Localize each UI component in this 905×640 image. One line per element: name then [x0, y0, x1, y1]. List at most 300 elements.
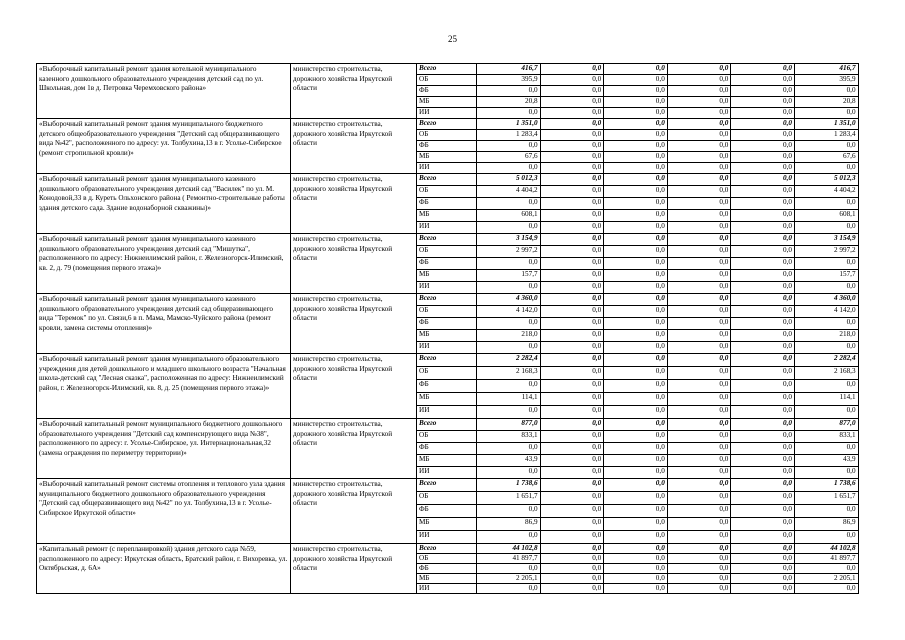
amount-cell: 0,0	[667, 492, 731, 505]
amount-cell: 0,0	[477, 406, 541, 419]
amount-cell: 0,0	[667, 393, 731, 406]
funding-source: Всего	[417, 479, 477, 492]
amount-cell: 0,0	[604, 455, 668, 467]
amount-cell: 0,0	[667, 518, 731, 531]
amount-cell: 0,0	[540, 342, 604, 354]
amount-cell: 1 738,6	[477, 479, 541, 492]
amount-cell: 0,0	[604, 554, 668, 564]
amount-cell: 2 282,4	[477, 354, 541, 367]
amount-cell: 0,0	[540, 163, 604, 174]
amount-cell: 1 351,0	[477, 119, 541, 130]
amount-cell: 0,0	[667, 306, 731, 318]
funding-source: Всего	[417, 119, 477, 130]
funding-source: ИИ	[417, 163, 477, 174]
amount-cell: 0,0	[604, 234, 668, 246]
budget-table-body	[37, 64, 859, 594]
amount-cell: 0,0	[794, 380, 858, 393]
amount-cell: 20,8	[794, 97, 858, 108]
project-description: «Выборочный капитальный ремонт здания котельной муниципального казенного дошкольного образовательного учреждения детский сад по ул. Школьная, дом 1в д. Петровка Черемховского района»	[37, 64, 291, 119]
amount-cell: 0,0	[540, 564, 604, 574]
amount-cell: 0,0	[731, 97, 795, 108]
funding-source: МБ	[417, 270, 477, 282]
project-description: «Выборочный капитальный ремонт здания муниципального казенного дошкольного образовательного учреждения детский сад "Мишутка", расположенного по адресу: Нижнеилимский район, г. Железногорск-Илимский, кв. 2, д. 79 (помещения первого этажа)»	[37, 234, 291, 294]
amount-cell: 4 404,2	[794, 186, 858, 198]
amount-cell: 0,0	[604, 97, 668, 108]
amount-cell: 0,0	[604, 186, 668, 198]
amount-cell: 0,0	[540, 234, 604, 246]
amount-cell: 0,0	[731, 564, 795, 574]
funding-source: ОБ	[417, 130, 477, 141]
amount-cell: 0,0	[731, 455, 795, 467]
amount-cell: 0,0	[540, 75, 604, 86]
amount-cell: 0,0	[604, 419, 668, 431]
amount-cell: 0,0	[540, 554, 604, 564]
amount-cell: 3 154,9	[794, 234, 858, 246]
amount-cell: 0,0	[731, 492, 795, 505]
amount-cell: 20,8	[477, 97, 541, 108]
amount-cell: 0,0	[540, 544, 604, 554]
amount-cell: 0,0	[604, 174, 668, 186]
amount-cell: 0,0	[731, 119, 795, 130]
amount-cell: 0,0	[667, 234, 731, 246]
amount-cell: 218,0	[794, 330, 858, 342]
amount-cell: 0,0	[604, 86, 668, 97]
amount-cell: 0,0	[540, 97, 604, 108]
funding-source: ФБ	[417, 141, 477, 152]
amount-cell: 833,1	[794, 431, 858, 443]
amount-cell: 0,0	[540, 222, 604, 234]
amount-cell: 0,0	[731, 174, 795, 186]
amount-cell: 0,0	[731, 431, 795, 443]
amount-cell: 1 283,4	[477, 130, 541, 141]
amount-cell: 157,7	[794, 270, 858, 282]
amount-cell: 0,0	[667, 141, 731, 152]
amount-cell: 0,0	[477, 531, 541, 544]
amount-cell: 0,0	[731, 531, 795, 544]
amount-cell: 0,0	[667, 294, 731, 306]
amount-cell: 67,6	[477, 152, 541, 163]
amount-cell: 5 012,3	[794, 174, 858, 186]
amount-cell: 0,0	[604, 152, 668, 163]
amount-cell: 0,0	[540, 467, 604, 479]
funding-source: ОБ	[417, 431, 477, 443]
amount-cell: 0,0	[667, 544, 731, 554]
amount-cell: 416,7	[477, 64, 541, 75]
amount-cell: 0,0	[477, 141, 541, 152]
amount-cell: 0,0	[540, 443, 604, 455]
funding-source: ФБ	[417, 443, 477, 455]
amount-cell: 0,0	[540, 367, 604, 380]
amount-cell: 0,0	[731, 330, 795, 342]
amount-cell: 0,0	[477, 564, 541, 574]
amount-cell: 0,0	[667, 318, 731, 330]
amount-cell: 0,0	[604, 564, 668, 574]
amount-cell: 0,0	[731, 354, 795, 367]
amount-cell: 0,0	[604, 544, 668, 554]
amount-cell: 0,0	[731, 198, 795, 210]
funding-source: ФБ	[417, 318, 477, 330]
amount-cell: 0,0	[731, 574, 795, 584]
responsible-executor: министерство строительства, дорожного хозяйства Иркутской области	[291, 354, 417, 419]
amount-cell: 0,0	[604, 492, 668, 505]
amount-cell: 0,0	[667, 119, 731, 130]
amount-cell: 0,0	[667, 505, 731, 518]
amount-cell: 0,0	[604, 393, 668, 406]
table-row	[37, 174, 859, 186]
amount-cell: 0,0	[604, 354, 668, 367]
amount-cell: 0,0	[731, 108, 795, 119]
funding-source: ФБ	[417, 505, 477, 518]
amount-cell: 0,0	[540, 419, 604, 431]
amount-cell: 0,0	[604, 518, 668, 531]
amount-cell: 0,0	[540, 505, 604, 518]
amount-cell: 0,0	[667, 258, 731, 270]
amount-cell: 1 738,6	[794, 479, 858, 492]
amount-cell: 0,0	[731, 367, 795, 380]
funding-source: ФБ	[417, 86, 477, 97]
amount-cell: 0,0	[731, 186, 795, 198]
amount-cell: 0,0	[604, 198, 668, 210]
amount-cell: 0,0	[477, 342, 541, 354]
funding-source: ИИ	[417, 282, 477, 294]
amount-cell: 0,0	[731, 282, 795, 294]
amount-cell: 0,0	[731, 393, 795, 406]
funding-source: ОБ	[417, 186, 477, 198]
amount-cell: 0,0	[667, 380, 731, 393]
amount-cell: 0,0	[667, 455, 731, 467]
amount-cell: 2 205,1	[477, 574, 541, 584]
responsible-executor: министерство строительства, дорожного хозяйства Иркутской области	[291, 479, 417, 544]
project-description: «Выборочный капитальный ремонт системы отопления и теплового узла здания муниципального бюджетного дошкольного образовательного учреждения "Детский сад общеразвивающего вид №42" по ул. Толбухина,13 в г. Усолье-Сибирское Иркутской области»	[37, 479, 291, 544]
amount-cell: 157,7	[477, 270, 541, 282]
amount-cell: 0,0	[477, 86, 541, 97]
amount-cell: 0,0	[604, 306, 668, 318]
amount-cell: 0,0	[604, 130, 668, 141]
funding-source: МБ	[417, 518, 477, 531]
amount-cell: 43,9	[477, 455, 541, 467]
amount-cell: 0,0	[604, 163, 668, 174]
amount-cell: 0,0	[731, 130, 795, 141]
table-row	[37, 119, 859, 130]
funding-source: МБ	[417, 455, 477, 467]
amount-cell: 0,0	[731, 86, 795, 97]
amount-cell: 0,0	[604, 342, 668, 354]
funding-source: МБ	[417, 97, 477, 108]
amount-cell: 44 102,8	[477, 544, 541, 554]
amount-cell: 4 142,0	[794, 306, 858, 318]
amount-cell: 0,0	[604, 64, 668, 75]
amount-cell: 0,0	[604, 505, 668, 518]
amount-cell: 0,0	[604, 531, 668, 544]
amount-cell: 0,0	[667, 531, 731, 544]
amount-cell: 1 651,7	[794, 492, 858, 505]
amount-cell: 0,0	[731, 419, 795, 431]
amount-cell: 0,0	[540, 108, 604, 119]
amount-cell: 0,0	[604, 258, 668, 270]
funding-source: ИИ	[417, 222, 477, 234]
amount-cell: 0,0	[794, 282, 858, 294]
amount-cell: 0,0	[794, 406, 858, 419]
project-description: «Выборочный капитальный ремонт здания муниципального бюджетного детского общеобразовательного учреждения "Детский сад общеразвивающего вида №42", расположенного по адресу: ул. Толбухина,13 в г. Усолье-Сибирское (ремонт стропильной кровли)»	[37, 119, 291, 174]
amount-cell: 0,0	[604, 75, 668, 86]
amount-cell: 833,1	[477, 431, 541, 443]
funding-source: МБ	[417, 210, 477, 222]
amount-cell: 86,9	[477, 518, 541, 531]
amount-cell: 0,0	[731, 152, 795, 163]
amount-cell: 0,0	[477, 505, 541, 518]
amount-cell: 0,0	[667, 108, 731, 119]
amount-cell: 0,0	[540, 198, 604, 210]
amount-cell: 0,0	[794, 505, 858, 518]
amount-cell: 0,0	[667, 467, 731, 479]
amount-cell: 5 012,3	[477, 174, 541, 186]
project-description: «Выборочный капитальный ремонт здания муниципального казенного дошкольного образовательного учреждения детский сад "Василек" по ул. М. Конодовой,33 в д. Куреть Ольхонского района ( Ремонтно-строительные работы здания детского сада. Здание водонаборной скважины)»	[37, 174, 291, 234]
amount-cell: 0,0	[667, 270, 731, 282]
amount-cell: 0,0	[604, 210, 668, 222]
amount-cell: 0,0	[540, 119, 604, 130]
amount-cell: 0,0	[667, 367, 731, 380]
amount-cell: 218,0	[477, 330, 541, 342]
amount-cell: 0,0	[794, 318, 858, 330]
funding-source: Всего	[417, 294, 477, 306]
amount-cell: 4 360,0	[794, 294, 858, 306]
amount-cell: 0,0	[604, 330, 668, 342]
amount-cell: 0,0	[731, 141, 795, 152]
amount-cell: 0,0	[477, 222, 541, 234]
amount-cell: 4 360,0	[477, 294, 541, 306]
amount-cell: 0,0	[794, 163, 858, 174]
amount-cell: 0,0	[667, 186, 731, 198]
amount-cell: 0,0	[540, 406, 604, 419]
funding-source: Всего	[417, 234, 477, 246]
amount-cell: 4 142,0	[477, 306, 541, 318]
funding-source: Всего	[417, 544, 477, 554]
amount-cell: 0,0	[667, 130, 731, 141]
project-description: «Капитальный ремонт (с перепланировкой) здания детского сада №59, расположенного по адресу: Иркутская область, Братский район, г. Вихоревка, ул. Октябрьская, д. 6А»	[37, 544, 291, 594]
amount-cell: 0,0	[794, 86, 858, 97]
amount-cell: 0,0	[540, 479, 604, 492]
amount-cell: 0,0	[604, 222, 668, 234]
funding-source: ОБ	[417, 492, 477, 505]
amount-cell: 0,0	[731, 258, 795, 270]
responsible-executor: министерство строительства, дорожного хозяйства Иркутской области	[291, 294, 417, 354]
funding-source: ФБ	[417, 380, 477, 393]
amount-cell: 0,0	[667, 330, 731, 342]
amount-cell: 0,0	[540, 152, 604, 163]
amount-cell: 0,0	[477, 198, 541, 210]
amount-cell: 0,0	[667, 64, 731, 75]
funding-source: ИИ	[417, 584, 477, 594]
amount-cell: 0,0	[667, 554, 731, 564]
amount-cell: 0,0	[794, 108, 858, 119]
amount-cell: 4 404,2	[477, 186, 541, 198]
amount-cell: 0,0	[540, 380, 604, 393]
amount-cell: 0,0	[604, 443, 668, 455]
amount-cell: 0,0	[477, 443, 541, 455]
amount-cell: 44 102,8	[794, 544, 858, 554]
amount-cell: 0,0	[731, 306, 795, 318]
amount-cell: 0,0	[731, 64, 795, 75]
amount-cell: 0,0	[667, 342, 731, 354]
funding-source: ФБ	[417, 564, 477, 574]
amount-cell: 0,0	[540, 270, 604, 282]
amount-cell: 0,0	[731, 584, 795, 594]
funding-source: ОБ	[417, 246, 477, 258]
funding-source: ИИ	[417, 108, 477, 119]
amount-cell: 0,0	[667, 86, 731, 97]
amount-cell: 0,0	[794, 198, 858, 210]
amount-cell: 0,0	[667, 198, 731, 210]
table-row	[37, 544, 859, 554]
funding-source: ОБ	[417, 75, 477, 86]
amount-cell: 0,0	[540, 174, 604, 186]
amount-cell: 0,0	[731, 210, 795, 222]
amount-cell: 0,0	[540, 64, 604, 75]
amount-cell: 0,0	[667, 354, 731, 367]
amount-cell: 395,9	[794, 75, 858, 86]
funding-source: МБ	[417, 574, 477, 584]
funding-source: МБ	[417, 330, 477, 342]
amount-cell: 0,0	[477, 318, 541, 330]
amount-cell: 41 897,7	[477, 554, 541, 564]
amount-cell: 0,0	[540, 86, 604, 97]
amount-cell: 0,0	[667, 584, 731, 594]
amount-cell: 0,0	[477, 163, 541, 174]
amount-cell: 0,0	[540, 210, 604, 222]
funding-source: МБ	[417, 393, 477, 406]
amount-cell: 2 168,3	[794, 367, 858, 380]
project-description: «Выборочный капитальный ремонт муниципального бюджетного дошкольного образовательного учреждения "Детский сад компенсирующего вида №38", расположенного по адресу: г. Усолье-Сибирское, ул. Интернациональная,32 (замена ограждения по периметру территории)»	[37, 419, 291, 479]
amount-cell: 0,0	[731, 544, 795, 554]
amount-cell: 0,0	[540, 393, 604, 406]
responsible-executor: министерство строительства, дорожного хозяйства Иркутской области	[291, 419, 417, 479]
amount-cell: 0,0	[540, 455, 604, 467]
amount-cell: 0,0	[667, 431, 731, 443]
amount-cell: 0,0	[604, 584, 668, 594]
funding-source: Всего	[417, 174, 477, 186]
amount-cell: 0,0	[794, 342, 858, 354]
amount-cell: 0,0	[667, 97, 731, 108]
amount-cell: 1 651,7	[477, 492, 541, 505]
amount-cell: 0,0	[604, 119, 668, 130]
amount-cell: 2 997,2	[794, 246, 858, 258]
amount-cell: 0,0	[604, 108, 668, 119]
responsible-executor: министерство строительства, дорожного хозяйства Иркутской области	[291, 544, 417, 594]
amount-cell: 0,0	[794, 222, 858, 234]
amount-cell: 0,0	[604, 380, 668, 393]
amount-cell: 0,0	[477, 467, 541, 479]
amount-cell: 0,0	[540, 186, 604, 198]
amount-cell: 0,0	[731, 380, 795, 393]
table-row	[37, 64, 859, 75]
funding-source: Всего	[417, 419, 477, 431]
amount-cell: 877,0	[477, 419, 541, 431]
amount-cell: 0,0	[540, 306, 604, 318]
amount-cell: 0,0	[667, 419, 731, 431]
amount-cell: 395,9	[477, 75, 541, 86]
amount-cell: 0,0	[604, 318, 668, 330]
amount-cell: 0,0	[731, 342, 795, 354]
amount-cell: 0,0	[667, 282, 731, 294]
amount-cell: 0,0	[540, 574, 604, 584]
amount-cell: 0,0	[540, 294, 604, 306]
amount-cell: 0,0	[604, 431, 668, 443]
amount-cell: 0,0	[667, 574, 731, 584]
amount-cell: 43,9	[794, 455, 858, 467]
budget-table	[36, 63, 859, 594]
funding-source: МБ	[417, 152, 477, 163]
responsible-executor: министерство строительства, дорожного хозяйства Иркутской области	[291, 64, 417, 119]
amount-cell: 86,9	[794, 518, 858, 531]
amount-cell: 0,0	[731, 554, 795, 564]
amount-cell: 0,0	[540, 354, 604, 367]
responsible-executor: министерство строительства, дорожного хозяйства Иркутской области	[291, 234, 417, 294]
amount-cell: 2 205,1	[794, 574, 858, 584]
amount-cell: 0,0	[477, 584, 541, 594]
amount-cell: 0,0	[604, 270, 668, 282]
funding-source: ИИ	[417, 531, 477, 544]
amount-cell: 0,0	[477, 380, 541, 393]
funding-source: ОБ	[417, 554, 477, 564]
amount-cell: 416,7	[794, 64, 858, 75]
project-description: «Выборочный капитальный ремонт здания муниципального казенного дошкольного образовательного учреждения детский сад общеразвивающего вида "Теремок" по ул. Связи,6 в п. Мама, Мамско-Чуйского района (ремонт кровли, замена системы отопления)»	[37, 294, 291, 354]
funding-source: ФБ	[417, 198, 477, 210]
amount-cell: 0,0	[540, 246, 604, 258]
amount-cell: 0,0	[731, 318, 795, 330]
amount-cell: 0,0	[604, 141, 668, 152]
amount-cell: 0,0	[794, 258, 858, 270]
funding-source: ФБ	[417, 258, 477, 270]
amount-cell: 0,0	[731, 246, 795, 258]
amount-cell: 0,0	[731, 163, 795, 174]
amount-cell: 0,0	[731, 443, 795, 455]
amount-cell: 0,0	[794, 531, 858, 544]
table-row	[37, 479, 859, 492]
amount-cell: 0,0	[667, 406, 731, 419]
amount-cell: 0,0	[540, 258, 604, 270]
amount-cell: 41 897,7	[794, 554, 858, 564]
table-row	[37, 234, 859, 246]
funding-source: ИИ	[417, 342, 477, 354]
amount-cell: 608,1	[794, 210, 858, 222]
amount-cell: 0,0	[667, 246, 731, 258]
amount-cell: 114,1	[477, 393, 541, 406]
amount-cell: 0,0	[604, 467, 668, 479]
funding-source: ОБ	[417, 306, 477, 318]
amount-cell: 0,0	[604, 574, 668, 584]
amount-cell: 0,0	[604, 282, 668, 294]
amount-cell: 0,0	[731, 406, 795, 419]
amount-cell: 0,0	[731, 479, 795, 492]
amount-cell: 2 282,4	[794, 354, 858, 367]
responsible-executor: министерство строительства, дорожного хозяйства Иркутской области	[291, 119, 417, 174]
amount-cell: 608,1	[477, 210, 541, 222]
amount-cell: 1 351,0	[794, 119, 858, 130]
amount-cell: 0,0	[604, 294, 668, 306]
amount-cell: 0,0	[540, 431, 604, 443]
amount-cell: 0,0	[731, 467, 795, 479]
amount-cell: 0,0	[540, 330, 604, 342]
table-row	[37, 294, 859, 306]
funding-source: ИИ	[417, 467, 477, 479]
amount-cell: 0,0	[540, 130, 604, 141]
amount-cell: 0,0	[667, 210, 731, 222]
funding-source: Всего	[417, 354, 477, 367]
page-number: 25	[448, 34, 457, 44]
amount-cell: 0,0	[604, 367, 668, 380]
amount-cell: 0,0	[667, 174, 731, 186]
amount-cell: 0,0	[540, 518, 604, 531]
